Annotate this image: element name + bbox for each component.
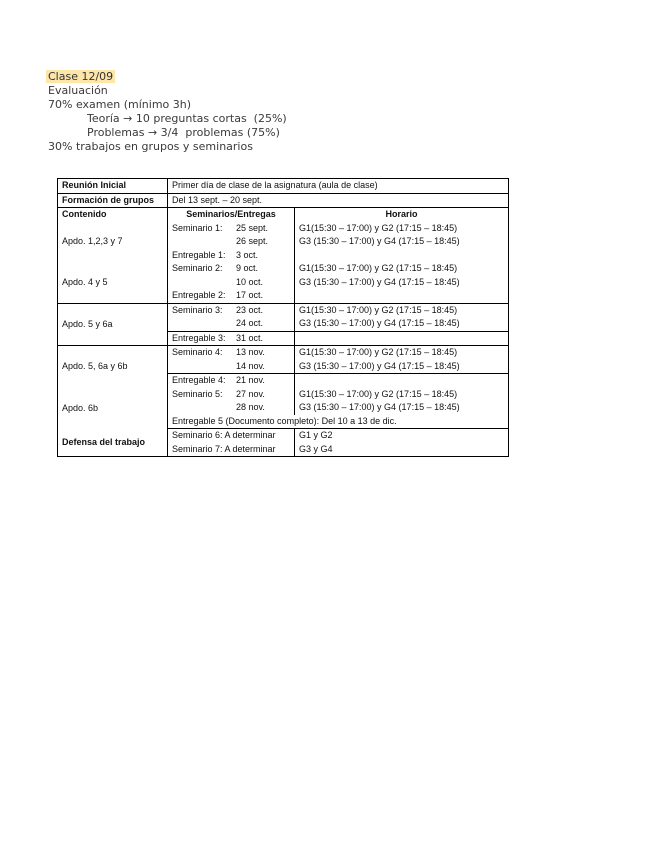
deliverable-cell: Entregable 1: 3 oct. <box>168 249 295 263</box>
empty-cell <box>295 331 509 346</box>
schedule-cell: G1(15:30 – 17:00) y G2 (17:15 – 18:45) <box>295 222 509 236</box>
seminar-cell: 10 oct. <box>168 276 295 290</box>
seminar-cell: 14 nov. <box>168 360 295 374</box>
seminar-cell: Seminario 3: 23 oct. <box>168 303 295 317</box>
seminar-cell: 28 nov. <box>168 401 295 415</box>
schedule-cell: G3 (15:30 – 17:00) y G4 (17:15 – 18:45) <box>295 235 509 249</box>
seminar-cell: 26 sept. <box>168 235 295 249</box>
table-row <box>58 388 509 402</box>
seminar-cell: Seminario 5: 27 nov. <box>168 388 295 402</box>
seminar-cell: Seminario 6: A determinar <box>168 429 295 443</box>
schedule-cell: G3 (15:30 – 17:00) y G4 (17:15 – 18:45) <box>295 401 509 415</box>
notes-line-problemas: Problemas → 3/4 problemas (75%) <box>87 126 280 139</box>
seminar-cell: Seminario 2: 9 oct. <box>168 262 295 276</box>
reunion-label: Reunión Inicial <box>58 179 168 194</box>
header-horario: Horario <box>295 208 509 222</box>
table-row <box>58 193 509 208</box>
seminar-cell: Seminario 4: 13 nov. <box>168 346 295 360</box>
schedule-cell: G1(15:30 – 17:00) y G2 (17:15 – 18:45) <box>295 388 509 402</box>
content-cell: Apdo. 5, 6a y 6b <box>58 346 168 388</box>
schedule-cell: G3 (15:30 – 17:00) y G4 (17:15 – 18:45) <box>295 360 509 374</box>
empty-cell <box>295 289 509 303</box>
deliverable-cell: Entregable 3: 31 oct. <box>168 331 295 346</box>
table-row <box>58 346 509 360</box>
schedule-cell: G3 (15:30 – 17:00) y G4 (17:15 – 18:45) <box>295 317 509 331</box>
table-header-row <box>58 208 509 222</box>
reunion-value: Primer día de clase de la asignatura (aula de clase) <box>168 179 509 194</box>
defensa-label: Defensa del trabajo <box>58 429 168 457</box>
schedule-cell: G3 (15:30 – 17:00) y G4 (17:15 – 18:45) <box>295 276 509 290</box>
table-row <box>58 303 509 317</box>
content-cell: Apdo. 6b <box>58 388 168 429</box>
content-cell: Apdo. 1,2,3 y 7 <box>58 222 168 263</box>
content-cell: Apdo. 4 y 5 <box>58 262 168 303</box>
seminar-cell: Seminario 7: A determinar <box>168 443 295 457</box>
header-contenido: Contenido <box>58 208 168 222</box>
groups-cell: G3 y G4 <box>295 443 509 457</box>
table-row <box>58 179 509 194</box>
seminar-cell: 24 oct. <box>168 317 295 331</box>
formacion-label: Formación de grupos <box>58 193 168 208</box>
table-row <box>58 222 509 236</box>
notes-line-examen: 70% examen (mínimo 3h) <box>48 98 192 111</box>
notes-line-evaluacion: Evaluación <box>48 84 108 97</box>
schedule-cell: G1(15:30 – 17:00) y G2 (17:15 – 18:45) <box>295 303 509 317</box>
groups-cell: G1 y G2 <box>295 429 509 443</box>
deliverable-5-cell: Entregable 5 (Documento completo): Del 10 a 13 de dic. <box>168 415 509 429</box>
notes-line-trabajos: 30% trabajos en grupos y seminarios <box>48 140 253 153</box>
table-row <box>58 262 509 276</box>
content-cell: Apdo. 5 y 6a <box>58 303 168 346</box>
schedule-table <box>57 178 509 457</box>
formacion-value: Del 13 sept. – 20 sept. <box>168 193 509 208</box>
notes-line-teoria: Teoría → 10 preguntas cortas (25%) <box>87 112 287 125</box>
schedule-cell: G1(15:30 – 17:00) y G2 (17:15 – 18:45) <box>295 262 509 276</box>
schedule-cell: G1(15:30 – 17:00) y G2 (17:15 – 18:45) <box>295 346 509 360</box>
notes-title <box>48 70 287 84</box>
deliverable-cell: Entregable 2: 17 oct. <box>168 289 295 303</box>
seminar-cell: Seminario 1: 25 sept. <box>168 222 295 236</box>
table-row <box>58 429 509 443</box>
highlighted-title: Clase 12/09 <box>48 70 114 83</box>
header-seminarios: Seminarios/Entregas <box>168 208 295 222</box>
class-notes <box>48 70 287 154</box>
deliverable-cell: Entregable 4: 21 nov. <box>168 374 295 388</box>
empty-cell <box>295 249 509 263</box>
empty-cell <box>295 374 509 388</box>
